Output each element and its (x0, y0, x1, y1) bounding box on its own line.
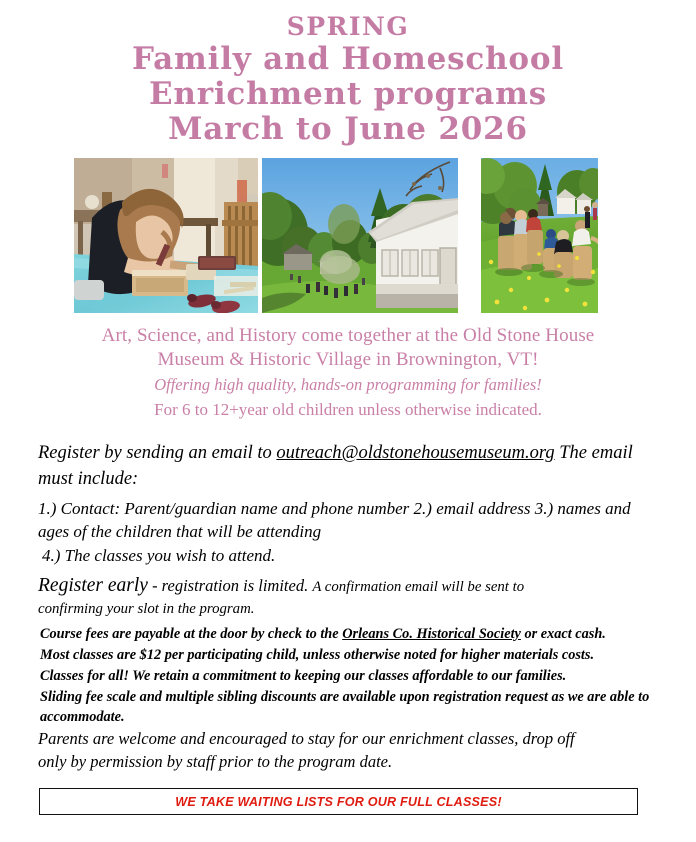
subtitle-offering-line: Offering high quality, hands-on programming for families! (154, 375, 542, 395)
register-early-paragraph (38, 573, 664, 619)
fees-line-price: Most classes are $12 per participating child, unless otherwise noted for higher materials costs. (40, 646, 595, 663)
orleans-historical-society-name: Orleans Co. Historical Society (342, 626, 521, 642)
waiting-list-box (39, 788, 638, 815)
register-early-continuation: confirming your slot in the program. (38, 600, 255, 617)
register-intro-after: The email must include: (38, 443, 633, 490)
course-fees-block (40, 624, 662, 728)
photo-children-sack-race-on-lawn (481, 158, 598, 313)
registration-instructions (38, 440, 664, 619)
fees-line-1-before: Course fees are payable at the door by check to the (40, 626, 343, 642)
fees-line-payment (40, 624, 662, 645)
photo-strip (0, 158, 696, 313)
waiting-list-text: WE TAKE WAITING LISTS FOR OUR FULL CLASSES! (175, 794, 502, 809)
fees-line-1-after: or exact cash. (520, 626, 606, 642)
register-required-items-line-1: 1.) Contact: Parent/guardian name and phone number 2.) email address 3.) names and ages of the children that will be attending (38, 498, 631, 541)
title-line-spring: SPRING (286, 12, 410, 41)
page-title (0, 14, 696, 149)
title-line-enrichment-programs: Enrichment programs (148, 76, 548, 112)
photo-historic-village-white-building (262, 158, 458, 313)
register-required-items-line-2: 4.) The classes you wish to attend. (42, 545, 276, 565)
fees-line-sliding-scale: Sliding fee scale and multiple sibling discounts are available upon registration request as we are able to accommodate. (40, 688, 650, 726)
registration-email-link[interactable]: outreach@oldstonehousemuseum.org (276, 443, 555, 463)
subtitle-ages-line: For 6 to 12+year old children unless otherwise indicated. (154, 400, 542, 420)
photo-1-artwork (74, 158, 258, 313)
parents-policy-block (38, 728, 664, 774)
parents-policy-line-1: Parents are welcome and encouraged to stay for our enrichment classes, drop off (38, 729, 575, 748)
fees-line-affordability: Classes for all! We retain a commitment to keeping our classes affordable to our families. (40, 667, 567, 684)
register-early-rest: - registration is limited. (147, 575, 313, 595)
photo-3-artwork (481, 158, 598, 313)
subtitle-line-1: Art, Science, and History come together at the Old Stone House (101, 325, 595, 346)
register-early-tail: A confirmation email will be sent to (312, 578, 525, 595)
photo-girl-woodcarving-at-table (74, 158, 258, 313)
register-intro-before: Register by sending an email to (38, 443, 277, 463)
register-early-lead: Register early (38, 574, 148, 596)
register-intro-paragraph (38, 440, 664, 493)
title-line-dates: March to June 2026 (168, 111, 528, 147)
title-line-family-homeschool: Family and Homeschool (132, 41, 564, 77)
parents-policy-line-2: only by permission by staff prior to the program date. (38, 751, 393, 771)
photo-2-artwork (262, 158, 458, 313)
subtitle-line-2: Museum & Historic Village in Brownington, VT! (157, 349, 539, 371)
subtitle-block (0, 324, 696, 422)
